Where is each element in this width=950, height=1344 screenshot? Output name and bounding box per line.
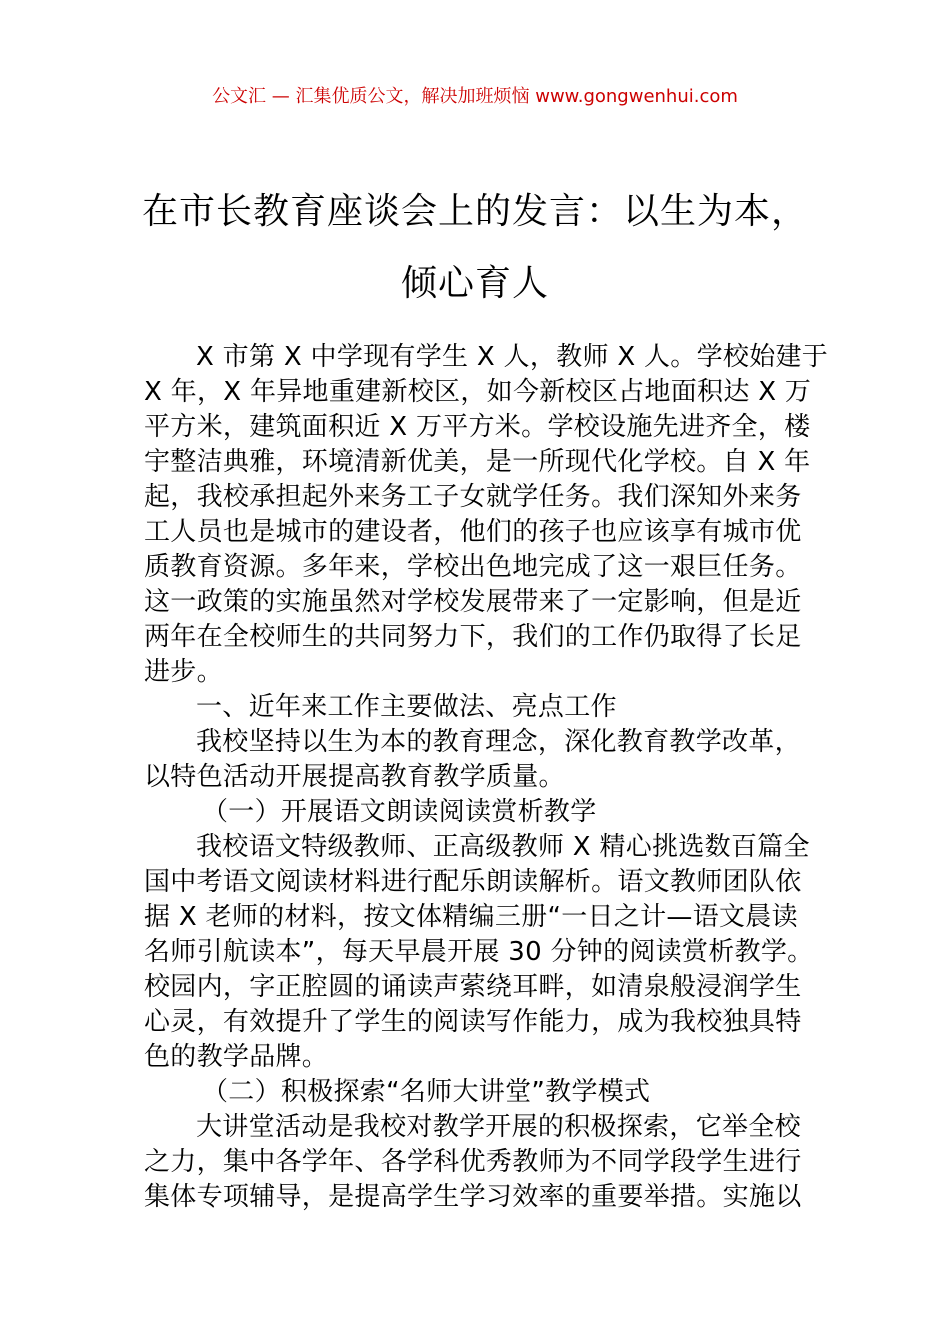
subsection-heading: （一）开展语文朗读阅读赏析教学 — [202, 797, 597, 827]
paragraph-line: 大讲堂活动是我校对教学开展的积极探索，它举全校 — [196, 1112, 801, 1142]
title-line: 在市长教育座谈会上的发言：以生为本， — [141, 191, 808, 232]
document-body — [144, 340, 829, 1215]
paragraph-line: 进步。 — [144, 657, 223, 687]
paragraph-line: 我校语文特级教师、正高级教师 X 精心挑选数百篇全 — [196, 832, 810, 862]
paragraph-line: 名师引航读本”，每天早晨开展 30 分钟的阅读赏析教学。 — [144, 937, 814, 967]
paragraph-line: 我校坚持以生为本的教育理念，深化教育教学改革， — [196, 727, 801, 757]
paragraph-line: X 年，X 年异地重建新校区，如今新校区占地面积达 X 万 — [144, 377, 812, 407]
paragraph-line: 质教育资源。多年来，学校出色地完成了这一艰巨任务。 — [144, 552, 802, 582]
paragraph-line: 心灵，有效提升了学生的阅读写作能力，成为我校独具特 — [144, 1007, 802, 1037]
paragraph-line: 校园内，字正腔圆的诵读声萦绕耳畔，如清泉般浸润学生 — [144, 972, 802, 1002]
paragraph-line: 平方米，建筑面积近 X 万平方米。学校设施先进齐全，楼 — [144, 412, 811, 442]
paragraph-line: 之力，集中各学年、各学科优秀教师为不同学段学生进行 — [144, 1147, 802, 1177]
paragraph-line: X 市第 X 中学现有学生 X 人，教师 X 人。学校始建于 — [196, 342, 829, 372]
paragraph-line: 这一政策的实施虽然对学校发展带来了一定影响，但是近 — [144, 587, 802, 617]
paragraph-line: 色的教学品牌。 — [144, 1042, 329, 1072]
header-banner[interactable]: 公文汇 — 汇集优质公文，解决加班烦恼 www.gongwenhui.com — [212, 86, 738, 107]
paragraph-line: 宇整洁典雅，环境清新优美，是一所现代化学校。自 X 年 — [144, 447, 811, 477]
paragraph-line: 国中考语文阅读材料进行配乐朗读解析。语文教师团队依 — [144, 867, 802, 897]
paragraph-line: 工人员也是城市的建设者，他们的孩子也应该享有城市优 — [144, 517, 802, 547]
section-heading: 一、近年来工作主要做法、亮点工作 — [196, 692, 617, 722]
title-line: 倾心育人 — [400, 263, 549, 304]
page-title — [100, 176, 850, 320]
paragraph-line: 以特色活动开展提高教育教学质量。 — [144, 762, 565, 792]
paragraph-line: 据 X 老师的材料，按文体精编三册“一日之计—语文晨读 — [144, 902, 798, 932]
paragraph-line: 两年在全校师生的共同努力下，我们的工作仍取得了长足 — [144, 622, 802, 652]
paragraph-line: 集体专项辅导，是提高学生学习效率的重要举措。实施以 — [144, 1182, 802, 1212]
paragraph-line: 起，我校承担起外来务工子女就学任务。我们深知外来务 — [144, 482, 802, 512]
subsection-heading: （二）积极探索“名师大讲堂”教学模式 — [202, 1077, 651, 1107]
